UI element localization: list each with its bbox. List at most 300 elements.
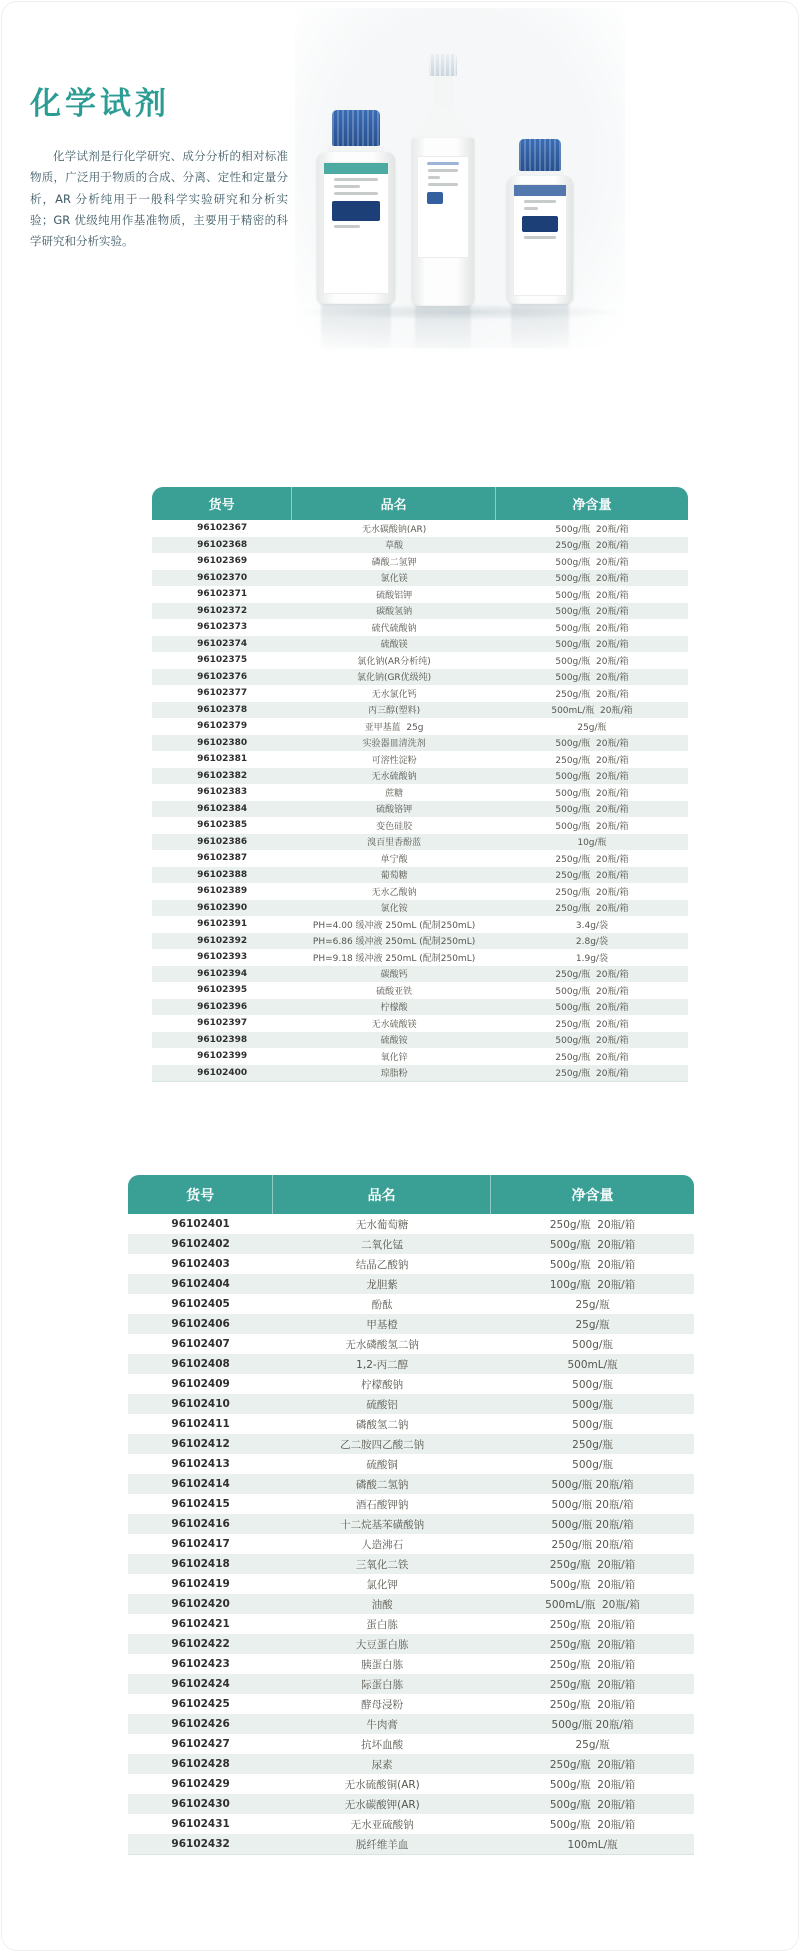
item-name: 大豆蛋白胨	[273, 1634, 491, 1654]
table-row	[128, 1794, 694, 1814]
item-name: 三氧化二铁	[273, 1554, 491, 1574]
item-code: 96102390	[152, 900, 292, 917]
item-name: 氯化铵	[292, 900, 496, 917]
table-row	[152, 553, 688, 570]
item-net-content: 250g/瓶 20瓶/箱	[496, 1065, 688, 1082]
item-net-content: 250g/瓶 20瓶/箱	[496, 966, 688, 983]
item-net-content: 25g/瓶	[575, 1298, 610, 1311]
table-row	[152, 817, 688, 834]
item-code: 96102405	[171, 1298, 230, 1310]
item-net-content: 500g/瓶 20瓶/箱	[496, 669, 688, 686]
item-name: PH=9.18 缓冲液 250mL (配制250mL)	[312, 953, 476, 964]
item-name: 硫酸铝钾	[376, 590, 413, 601]
item-net-content: 500g/瓶 20瓶/箱	[496, 735, 688, 752]
item-net-content: 500g/瓶 20瓶/箱	[496, 570, 688, 587]
table-row	[128, 1314, 694, 1334]
table-row	[128, 1394, 694, 1414]
item-code: 96102402	[128, 1234, 273, 1254]
item-code: 96102420	[128, 1594, 273, 1614]
item-code: 96102421	[171, 1618, 230, 1630]
item-net-content: 500g/瓶 20瓶/箱	[555, 986, 629, 997]
item-name: 硫代硫酸钠	[371, 623, 417, 634]
item-name: 无水硫酸钠	[292, 768, 496, 785]
column-header-item-name: 品名	[292, 487, 496, 520]
item-code: 96102370	[152, 570, 292, 587]
item-net-content: 250g/瓶 20瓶/箱	[555, 1052, 629, 1063]
item-net-content: 100g/瓶 20瓶/箱	[491, 1274, 694, 1294]
item-net-content: 250g/瓶 20瓶/箱	[555, 887, 629, 898]
item-name: 脱纤维羊血	[273, 1834, 491, 1854]
table-row	[152, 619, 688, 636]
label-navy-block	[332, 201, 380, 221]
item-name: 际蛋白胨	[273, 1674, 491, 1694]
item-name: 乙二胺四乙酸二钠	[273, 1434, 491, 1454]
item-net-content: 1.9g/袋	[575, 953, 608, 964]
item-net-content: 500g/瓶 20瓶/箱	[549, 1578, 636, 1591]
item-net-content: 500g/瓶 20瓶/箱	[549, 1818, 636, 1831]
item-name: 无水氯化钙	[371, 689, 417, 700]
item-code: 96102417	[171, 1538, 230, 1550]
item-code: 96102408	[128, 1354, 273, 1374]
item-code: 96102391	[197, 919, 248, 930]
page-title: 化学试剂	[30, 86, 170, 122]
item-name: 硫酸镁	[292, 636, 496, 653]
item-code: 96102423	[171, 1658, 230, 1670]
table-row	[152, 685, 688, 702]
reagent-bottle-left	[317, 110, 395, 304]
item-net-content: 250g/瓶	[491, 1434, 694, 1454]
table-row	[152, 784, 688, 801]
item-net-content: 500g/瓶 20瓶/箱	[491, 1514, 694, 1534]
label-text-line	[427, 162, 459, 165]
item-code: 96102428	[128, 1754, 273, 1774]
bottle-reflection	[321, 304, 391, 352]
table-row	[152, 1032, 688, 1049]
table-row	[152, 751, 688, 768]
bottle-cap	[332, 110, 380, 146]
table-row	[128, 1834, 694, 1854]
item-name: 溴百里香酚蓝	[292, 834, 496, 851]
item-net-content: 500g/瓶 20瓶/箱	[549, 1258, 636, 1271]
table-row	[152, 702, 688, 719]
table-row	[128, 1554, 694, 1574]
item-code: 96102394	[152, 966, 292, 983]
table-row	[128, 1374, 694, 1394]
table-row	[152, 834, 688, 851]
header-row	[152, 487, 688, 520]
table-row	[152, 520, 688, 537]
bottle-shoulder	[412, 108, 474, 138]
item-name: 硫酸铜	[366, 1458, 398, 1471]
item-code: 96102424	[128, 1674, 273, 1694]
item-name: 酚酞	[371, 1298, 393, 1311]
table-row	[152, 570, 688, 587]
table-row	[128, 1774, 694, 1794]
item-name: PH=6.86 缓冲液 250mL (配制250mL)	[292, 933, 496, 950]
item-net-content: 500mL/瓶 20瓶/箱	[491, 1594, 694, 1614]
item-name: 柠檬酸	[292, 999, 496, 1016]
item-name: 无水葡萄糖	[355, 1218, 409, 1231]
item-net-content: 250g/瓶 20瓶/箱	[551, 1538, 634, 1551]
table-row	[128, 1254, 694, 1274]
item-code: 96102372	[152, 603, 292, 620]
item-code: 96102415	[171, 1498, 230, 1510]
bottle-label	[323, 162, 389, 294]
item-net-content: 500g/瓶 20瓶/箱	[555, 524, 629, 535]
table-row	[128, 1814, 694, 1834]
item-name: 亚甲基蓝 25g	[364, 722, 424, 733]
bottle-body	[507, 176, 573, 304]
item-name: 蛋白胨	[366, 1618, 398, 1631]
item-net-content: 500g/瓶	[572, 1418, 613, 1431]
item-name: 硫酸铬钾	[292, 801, 496, 818]
header-row	[128, 1175, 694, 1214]
item-net-content: 250g/瓶 20瓶/箱	[555, 854, 629, 865]
item-code: 96102381	[197, 754, 248, 765]
item-name: 氯化镁	[292, 570, 496, 587]
item-net-content: 250g/瓶 20瓶/箱	[555, 755, 629, 766]
item-code: 96102395	[197, 985, 248, 996]
item-net-content: 250g/瓶 20瓶/箱	[491, 1634, 694, 1654]
item-code: 96102399	[197, 1051, 248, 1062]
item-name: 二氧化锰	[273, 1234, 491, 1254]
item-net-content: 500g/瓶 20瓶/箱	[555, 557, 629, 568]
label-text-line	[334, 178, 378, 181]
table-row	[128, 1514, 694, 1534]
item-net-content: 500g/瓶 20瓶/箱	[491, 1474, 694, 1494]
item-name: 油酸	[273, 1594, 491, 1614]
item-code: 96102401	[171, 1218, 230, 1230]
item-net-content: 500g/瓶 20瓶/箱	[555, 590, 629, 601]
item-net-content: 25g/瓶	[575, 1738, 610, 1751]
item-net-content: 25g/瓶	[577, 722, 607, 733]
table-row	[152, 768, 688, 785]
item-net-content: 250g/瓶 20瓶/箱	[491, 1754, 694, 1774]
item-name: 无水磷酸氢二钠	[345, 1338, 419, 1351]
column-header-item-name: 品名	[273, 1175, 491, 1214]
table-row	[152, 636, 688, 653]
table-row	[152, 669, 688, 686]
item-code: 96102397	[197, 1018, 248, 1029]
table-row	[152, 933, 688, 950]
item-net-content: 10g/瓶	[496, 834, 688, 851]
item-net-content: 250g/瓶 20瓶/箱	[549, 1218, 636, 1231]
table-header	[152, 487, 688, 520]
reagent-bottle-middle	[411, 54, 475, 306]
item-code: 96102378	[152, 702, 292, 719]
item-name: 酵母浸粉	[361, 1698, 404, 1711]
label-blue-block	[427, 192, 443, 204]
table-row	[152, 586, 688, 603]
table-row	[128, 1334, 694, 1354]
item-code: 96102374	[152, 636, 292, 653]
item-name: 氯化钠(AR分析纯)	[357, 656, 431, 667]
item-net-content: 250g/瓶 20瓶/箱	[491, 1674, 694, 1694]
item-name: 硫酸铝	[273, 1394, 491, 1414]
reagent-table-1	[152, 487, 688, 1082]
item-name: 草酸	[292, 537, 496, 554]
item-code: 96102410	[128, 1394, 273, 1414]
item-code: 96102431	[171, 1818, 230, 1830]
column-header-net-content: 净含量	[491, 1175, 694, 1214]
table-row	[128, 1434, 694, 1454]
item-net-content: 500g/瓶 20瓶/箱	[496, 636, 688, 653]
table-row	[128, 1414, 694, 1434]
item-name: 无水碳酸钾(AR)	[273, 1794, 491, 1814]
label-text-line	[524, 236, 556, 239]
item-net-content: 250g/瓶 20瓶/箱	[549, 1658, 636, 1671]
table-row	[152, 966, 688, 983]
label-text-line	[334, 185, 360, 188]
item-net-content: 500g/瓶 20瓶/箱	[496, 999, 688, 1016]
table-row	[152, 999, 688, 1016]
table-row	[152, 1015, 688, 1032]
item-name: 单宁酸	[380, 854, 408, 865]
table-row	[128, 1354, 694, 1374]
item-net-content: 500g/瓶 20瓶/箱	[491, 1714, 694, 1734]
item-code: 96102387	[197, 853, 248, 864]
item-code: 96102385	[197, 820, 248, 831]
item-name: 磷酸二氢钠	[273, 1474, 491, 1494]
hero-section	[0, 0, 800, 400]
item-name: 蔗糖	[385, 788, 404, 799]
item-net-content: 500g/瓶 20瓶/箱	[491, 1234, 694, 1254]
item-name: 碳酸钙	[292, 966, 496, 983]
item-net-content: 500g/瓶 20瓶/箱	[551, 1498, 634, 1511]
column-header-item-code: 货号	[128, 1175, 273, 1214]
item-name: 无水碳酸钠(AR)	[361, 524, 427, 535]
table-header	[128, 1175, 694, 1214]
item-name: 甲基橙	[273, 1314, 491, 1334]
table-row	[128, 1274, 694, 1294]
table-row	[128, 1734, 694, 1754]
item-net-content: 250g/瓶 20瓶/箱	[555, 689, 629, 700]
item-name: 碳酸氢钠	[292, 603, 496, 620]
item-code: 96102398	[152, 1032, 292, 1049]
item-code: 96102418	[128, 1554, 273, 1574]
item-name: 抗坏血酸	[361, 1738, 404, 1751]
table-row	[152, 603, 688, 620]
table-row	[152, 949, 688, 966]
table-body	[152, 520, 688, 1081]
item-name: 氯化钾	[366, 1578, 398, 1591]
item-code: 96102422	[128, 1634, 273, 1654]
item-code: 96102425	[171, 1698, 230, 1710]
table-row	[128, 1454, 694, 1474]
item-net-content: 500mL/瓶	[491, 1354, 694, 1374]
item-code: 96102373	[197, 622, 248, 633]
table-row	[152, 537, 688, 554]
item-net-content: 500g/瓶 20瓶/箱	[496, 801, 688, 818]
item-name: 丙三醇(塑料)	[292, 702, 496, 719]
table-row	[128, 1674, 694, 1694]
table-row	[128, 1714, 694, 1734]
item-code: 96102384	[152, 801, 292, 818]
item-net-content: 500g/瓶 20瓶/箱	[549, 1778, 636, 1791]
item-name: 葡萄糖	[292, 867, 496, 884]
item-name: 磷酸二氢钾	[371, 557, 417, 568]
item-code: 96102403	[171, 1258, 230, 1270]
item-net-content: 500g/瓶	[491, 1394, 694, 1414]
item-net-content: 250g/瓶 20瓶/箱	[496, 537, 688, 554]
table-row	[152, 652, 688, 669]
item-name: 磷酸氢二钠	[355, 1418, 409, 1431]
item-net-content: 500g/瓶 20瓶/箱	[496, 1032, 688, 1049]
item-name: 无水亚硫酸钠	[350, 1818, 414, 1831]
item-name: 牛肉膏	[273, 1714, 491, 1734]
item-code: 96102382	[152, 768, 292, 785]
label-band	[324, 163, 388, 174]
item-name: 变色硅胶	[376, 821, 413, 832]
item-net-content: 2.8g/袋	[496, 933, 688, 950]
bottle-cap	[429, 54, 457, 76]
item-code: 96102426	[128, 1714, 273, 1734]
item-net-content: 500g/瓶	[572, 1378, 613, 1391]
item-net-content: 100mL/瓶	[491, 1834, 694, 1854]
item-net-content: 250g/瓶 20瓶/箱	[496, 867, 688, 884]
table-body	[128, 1214, 694, 1854]
bottle-label	[417, 156, 469, 258]
item-code: 96102412	[128, 1434, 273, 1454]
item-net-content: 500g/瓶 20瓶/箱	[555, 821, 629, 832]
column-header-item-code: 货号	[152, 487, 292, 520]
table-row	[128, 1214, 694, 1234]
table-row	[152, 1065, 688, 1082]
table-row	[128, 1494, 694, 1514]
label-text-line	[334, 225, 360, 228]
item-code: 96102375	[197, 655, 248, 666]
item-code: 96102429	[171, 1778, 230, 1790]
bottle-body	[412, 138, 474, 306]
item-name: 硫酸亚铁	[376, 986, 413, 997]
table-row	[128, 1574, 694, 1594]
page-description: 化学试剂是行化学研究、成分分析的相对标准物质，广泛用于物质的合成、分离、定性和定量分析，AR 分析纯用于一般科学实验研究和分析实验；GR 优级纯用作基准物质，主要用于精密的科学研究和分析实验。	[30, 149, 288, 249]
item-name: 氯化钠(GR优级纯)	[292, 669, 496, 686]
table-row	[128, 1594, 694, 1614]
item-name: 十二烷基苯磺酸钠	[273, 1514, 491, 1534]
label-text-line	[524, 200, 556, 203]
item-name: 琼脂粉	[292, 1065, 496, 1082]
item-name: 氧化锌	[380, 1052, 408, 1063]
item-net-content: 500g/瓶	[572, 1458, 613, 1471]
table-row	[128, 1614, 694, 1634]
item-code: 96102377	[197, 688, 248, 699]
item-code: 96102379	[197, 721, 248, 732]
label-text-line	[524, 207, 538, 210]
item-code: 96102392	[152, 933, 292, 950]
item-name: 无水乙酸钠	[371, 887, 417, 898]
item-net-content: 250g/瓶 20瓶/箱	[491, 1554, 694, 1574]
column-header-net-content: 净含量	[496, 487, 688, 520]
item-net-content: 250g/瓶 20瓶/箱	[555, 1019, 629, 1030]
bottle-cap	[519, 139, 561, 171]
table-row	[152, 982, 688, 999]
table-row	[152, 1048, 688, 1065]
table-row	[152, 850, 688, 867]
item-name: 可溶性淀粉	[371, 755, 417, 766]
item-code: 96102427	[171, 1738, 230, 1750]
label-text-line	[428, 183, 458, 186]
label-band	[514, 185, 566, 196]
bottle-neck	[433, 76, 453, 108]
bottle-body	[317, 152, 395, 304]
table-row	[128, 1634, 694, 1654]
item-name: PH=4.00 缓冲液 250mL (配制250mL)	[312, 920, 476, 931]
item-code: 96102419	[171, 1578, 230, 1590]
item-code: 96102376	[152, 669, 292, 686]
item-code: 96102406	[128, 1314, 273, 1334]
item-code: 96102367	[197, 523, 248, 534]
table-row	[128, 1654, 694, 1674]
item-name: 柠檬酸钠	[361, 1378, 404, 1391]
table-row	[152, 801, 688, 818]
item-net-content: 250g/瓶 20瓶/箱	[496, 900, 688, 917]
item-code: 96102414	[128, 1474, 273, 1494]
item-code: 96102416	[128, 1514, 273, 1534]
item-code: 96102371	[197, 589, 248, 600]
label-text-line	[334, 192, 378, 195]
table-row	[128, 1694, 694, 1714]
item-net-content: 500g/瓶 20瓶/箱	[491, 1794, 694, 1814]
item-code: 96102389	[197, 886, 248, 897]
item-name: 实验器皿清洗剂	[292, 735, 496, 752]
item-net-content: 25g/瓶	[491, 1314, 694, 1334]
table-row	[152, 718, 688, 735]
table-row	[128, 1474, 694, 1494]
item-net-content: 500g/瓶	[572, 1338, 613, 1351]
bottle-label	[513, 184, 567, 296]
item-code: 96102388	[152, 867, 292, 884]
item-code: 96102400	[152, 1065, 292, 1082]
bottle-reflection	[511, 304, 569, 352]
item-name: 结晶乙酸钠	[355, 1258, 409, 1271]
item-name: 无水硫酸镁	[371, 1019, 417, 1030]
item-code: 96102413	[171, 1458, 230, 1470]
table-row	[128, 1294, 694, 1314]
item-code: 96102380	[152, 735, 292, 752]
table-row	[152, 883, 688, 900]
item-net-content: 500g/瓶 20瓶/箱	[496, 768, 688, 785]
item-name: 人造沸石	[361, 1538, 404, 1551]
item-net-content: 3.4g/袋	[575, 920, 608, 931]
item-code: 96102409	[171, 1378, 230, 1390]
table-row	[152, 735, 688, 752]
item-code: 96102368	[152, 537, 292, 554]
table-row	[128, 1534, 694, 1554]
item-code: 96102430	[128, 1794, 273, 1814]
item-code: 96102404	[128, 1274, 273, 1294]
item-name: 1,2-丙二醇	[273, 1354, 491, 1374]
item-net-content: 500g/瓶 20瓶/箱	[496, 603, 688, 620]
reagent-table-2	[128, 1175, 694, 1855]
table-row	[152, 900, 688, 917]
item-net-content: 250g/瓶 20瓶/箱	[549, 1618, 636, 1631]
label-text-line	[428, 176, 440, 179]
item-code: 96102411	[171, 1418, 230, 1430]
label-navy-block	[522, 216, 558, 232]
table-row	[152, 867, 688, 884]
item-name: 胰蛋白胨	[361, 1658, 404, 1671]
item-net-content: 500mL/瓶 20瓶/箱	[496, 702, 688, 719]
item-name: 硫酸铵	[292, 1032, 496, 1049]
item-code: 96102396	[152, 999, 292, 1016]
item-code: 96102369	[197, 556, 248, 567]
item-code: 96102407	[171, 1338, 230, 1350]
item-code: 96102393	[197, 952, 248, 963]
reagent-bottle-right	[507, 139, 573, 304]
table-row	[128, 1754, 694, 1774]
item-net-content: 500g/瓶 20瓶/箱	[555, 656, 629, 667]
